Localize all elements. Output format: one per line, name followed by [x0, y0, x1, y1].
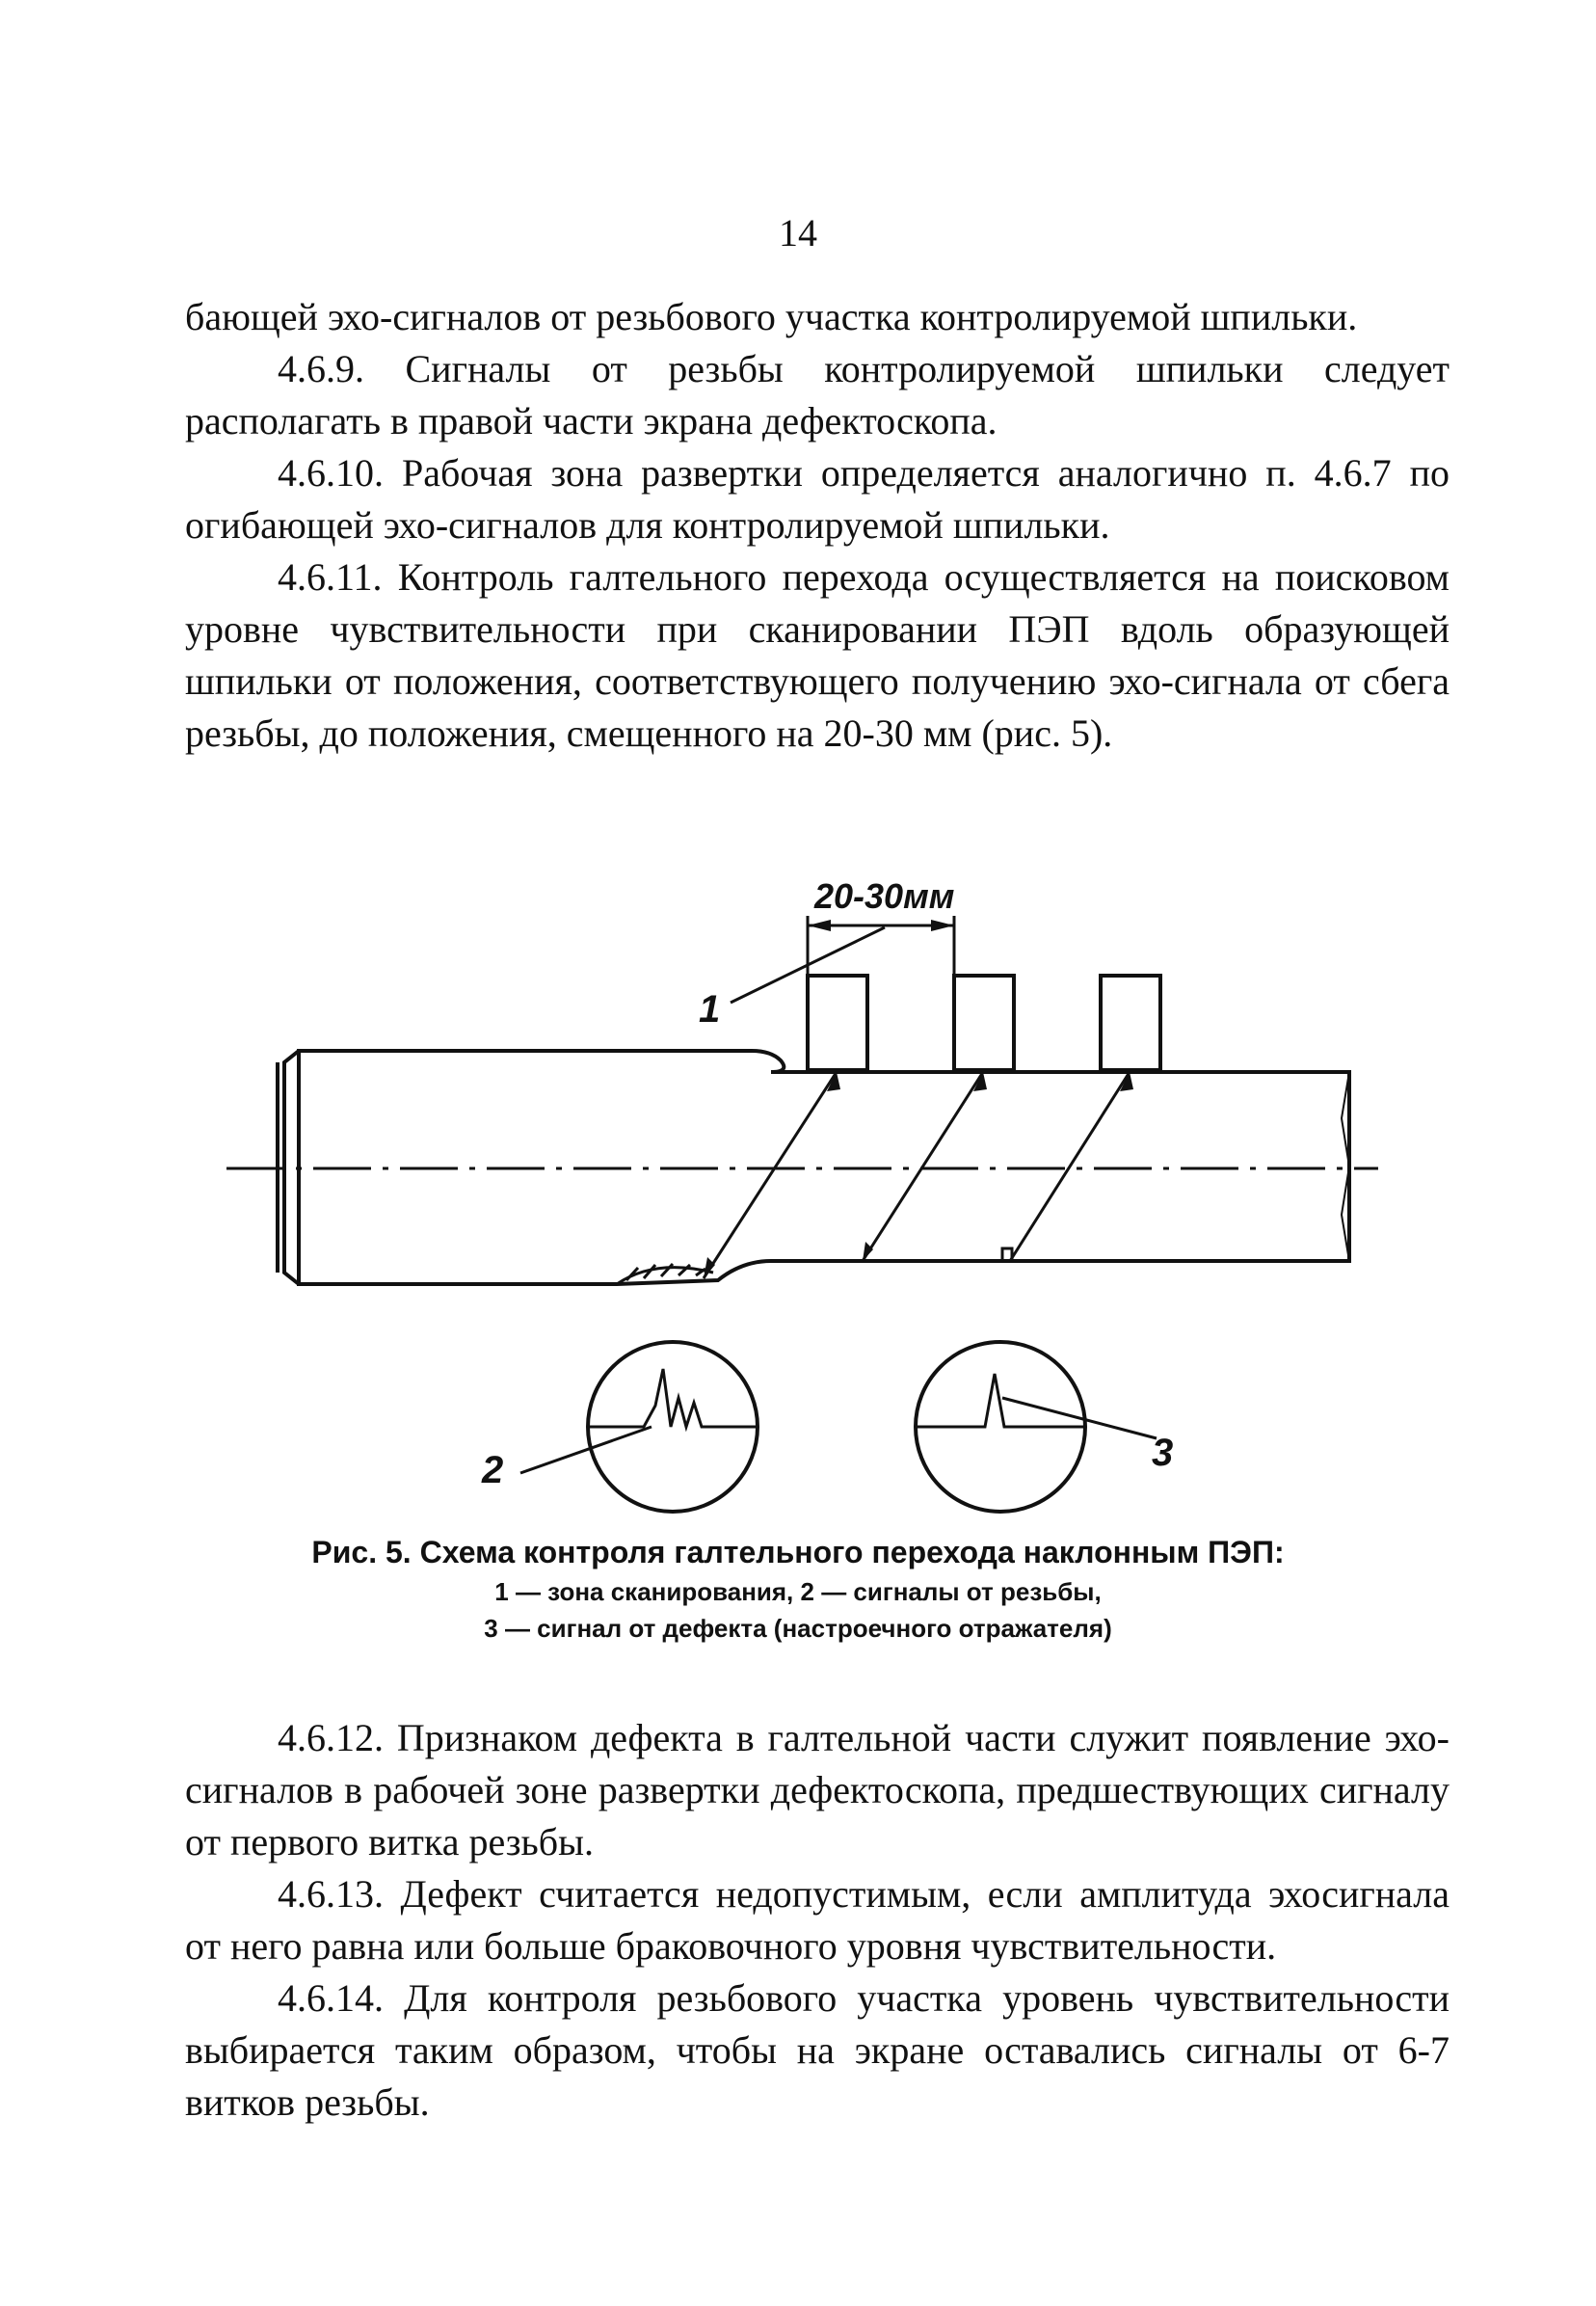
label-2: 2: [482, 1449, 504, 1491]
beam-3: [1010, 1072, 1130, 1261]
caption-line-1: 1 — зона сканирования, 2 — сигналы от резьбы,: [494, 1577, 1102, 1606]
paragraph-4-6-9: 4.6.9. Сигналы от резьбы контролируемой шпильки следует располагать в правой части экрана дефектоскопа.: [185, 347, 1450, 442]
dimension-label: 20-30мм: [814, 876, 955, 916]
beam-2: [863, 1072, 983, 1261]
paragraph-continuation: бающей эхо-сигналов от резьбового участка контролируемой шпильки.: [185, 295, 1358, 338]
figure-5-diagram: [0, 848, 1596, 1581]
beam-1: [704, 1072, 837, 1278]
label-3: 3: [1152, 1432, 1174, 1474]
bottom-text-block: [185, 1712, 1450, 2129]
paragraph-4-6-13: 4.6.13. Дефект считается недопустимым, если амплитуда эхосигнала от него равна или больше браковочного уровня чувствительности.: [185, 1872, 1450, 1968]
top-text-block: [185, 291, 1450, 760]
paragraph-4-6-11: 4.6.11. Контроль галтельного перехода осуществляется на поисковом уровне чувствительности при сканировании ПЭП вдоль образующей шпильки от положения, соответствующего получению эхо-сигнала от сбега резьбы, до положения, смещенного на 20-30 мм (рис. 5).: [185, 555, 1450, 755]
transducer-1: [808, 976, 867, 1070]
caption-line-2: 3 — сигнал от дефекта (настроечного отражателя): [484, 1614, 1112, 1643]
transducer-3: [1101, 976, 1160, 1070]
figure-caption: [0, 1531, 1596, 1647]
page-number: 14: [779, 211, 817, 255]
label-1: 1: [699, 988, 721, 1031]
paragraph-4-6-14: 4.6.14. Для контроля резьбового участка уровень чувствительности выбирается таким образом, чтобы на экране оставались сигналы от 6-7 витков резьбы.: [185, 1976, 1450, 2124]
transducer-2: [954, 976, 1014, 1070]
paragraph-4-6-10: 4.6.10. Рабочая зона развертки определяется аналогично п. 4.6.7 по огибающей эхо-сигналов для контролируемой шпильки.: [185, 451, 1450, 547]
caption-title: Рис. 5. Схема контроля галтельного перехода наклонным ПЭП:: [311, 1535, 1285, 1569]
paragraph-4-6-12: 4.6.12. Признаком дефекта в галтельной части служит появление эхо-сигналов в рабочей зоне развертки дефектоскопа, предшествующих сигналу от первого витка резьбы.: [185, 1716, 1450, 1864]
